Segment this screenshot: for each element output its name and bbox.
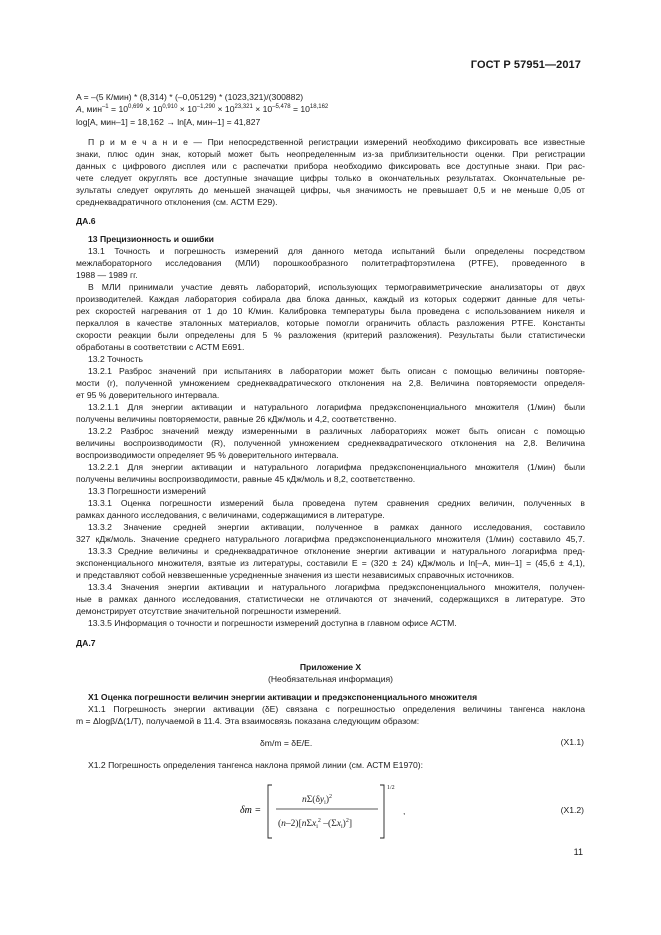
subsection-title: 13.2 Точность xyxy=(88,354,143,364)
paragraph-line: 13.3.4 Значения энергии активации и натурального логарифма предэкспоненциального множителя, получен- xyxy=(88,582,585,592)
paragraph-line: рамках данного исследования, с величинами, содержащимися в литературе. xyxy=(76,510,385,520)
paragraph-line: X1.2 Погрешность определения тангенса наклона прямой линии (см. АСТМ Е1970): xyxy=(88,760,424,770)
paragraph-line: 13.3.5 Информация о точности и погрешности измерений доступна в главном офисе АСТМ. xyxy=(88,618,457,628)
paragraph-line: 1988 — 1989 гг. xyxy=(76,270,138,280)
paragraph-line: межлабораторного исследования (МЛИ) порошкообразного политетрафторэтилена (PTFE), проведенного в xyxy=(76,258,585,268)
page-number: 11 xyxy=(573,847,583,857)
note-line: знаки, плюс один знак, который может быть неопределенным из-за приблизительности оценки. При регистрации xyxy=(76,149,585,159)
paragraph-line: X1.1 Погрешность энергии активации (δE) связана с погрешностью определения величины тангенса наклона xyxy=(88,704,585,714)
appendix-title: Приложение X xyxy=(299,662,362,672)
paragraph-line: перкаллоя в качестве эталонных материалов, которые помогли ограничить область разложения PTFE. Константы xyxy=(76,318,585,328)
formula-graphic xyxy=(240,780,400,840)
section-13-title: 13 Прецизионность и ошибки xyxy=(88,234,214,244)
note-line: данных с цифрового дисплея или с распечатки прибора необходимо фиксировать все доступные знаки. При рас- xyxy=(76,161,585,171)
paragraph-line: экспоненциального множителя, взятые из литературы, составили E = (320 ± 24) кДж/моль и ln[–A, мин–1] = (45,6 ± 4,1), xyxy=(76,558,585,568)
note-line: зультаты следует округлять до меньшей значащей цифры, чья значимость не превышает 0,5 и не меньше 0,05 от xyxy=(76,185,585,195)
paragraph-line: получены величины воспроизводимости, равные 45 кДж/моль и 8,2, соответственно. xyxy=(76,474,416,484)
paragraph-line: 13.2.2 Разброс значений между измеренными в различных лабораториях может быть описан с помощью xyxy=(88,426,585,436)
section-da6: ДА.6 xyxy=(76,216,96,226)
paragraph-line: величины воспроизводимости (R), полученной умножением среднеквадратического отклонения на 2,8. Величина xyxy=(76,438,585,448)
paragraph-line: мости (r), полученной умножением среднеквадратического отклонения на 2,8. Величина повторяемости определя- xyxy=(76,378,585,388)
section-da7: ДА.7 xyxy=(76,638,96,648)
paragraph-line: 13.3.1 Оценка погрешности измерений была проведена путем сравнения средних величин, полученных в xyxy=(88,498,585,508)
svg-text:(n–2)[nΣxi2 –(Σxi)2]: (n–2)[nΣx$_i^2$ $-(\Sigma x_i)^2$] xyxy=(278,818,352,830)
paragraph-line: воспроизводимости определяет 95 % доверительного интервала. xyxy=(76,450,339,460)
note-line: чете следует округлять все доступные значащие цифры только в окончательных результатах. Окончательные ре- xyxy=(76,173,585,183)
svg-text:1/2: 1/2 xyxy=(387,785,395,791)
paragraph-line: рех скоростей нагревания от 1 до 10 К/мин. Калибровка температуры была проведена с использованием никеля и xyxy=(76,306,585,316)
equation-x1-1: δm/m = δE/E. xyxy=(260,738,313,748)
formula-line-log: log[A, мин–1] = 18,162 → ln[A, мин–1] = 41,827 xyxy=(76,117,261,127)
note-line: П р и м е ч а н и е — При непосредственной регистрации измерений необходимо фиксировать все известные xyxy=(88,137,585,147)
appendix-subtitle: (Необязательная информация) xyxy=(267,674,394,684)
paragraph-line: получены величины повторяемости, равные 26 кДж/моль и 4,2, соответственно. xyxy=(76,414,397,424)
paragraph-line: ет 95 % доверительного интервала. xyxy=(76,390,220,400)
paragraph-line: производителей. Каждая лаборатория собирала два блока данных, каждый из которых содержит данные для четы- xyxy=(76,294,585,304)
paragraph-line: m = Δlogβ/Δ(1/T), получаемой в 11.4. Эта взаимосвязь показана следующим образом: xyxy=(76,716,420,726)
equation-x1-2 xyxy=(240,780,400,845)
paragraph-line: 13.2.1 Разброс значений при испытаниях в лаборатории может быть описан с помощью величины повторяе- xyxy=(88,366,585,376)
paragraph-line: 327 кДж/моль. Значение среднего натурального логарифма предэкспоненциального множителя (1/мин) составило 45,7. xyxy=(76,534,585,544)
paragraph-line: ные в рамках данного исследования, статистически не отличаются от значений, содержащихся в литературе. Это xyxy=(76,594,585,604)
equation-number: (X1.2) xyxy=(560,805,584,815)
equation-number: (X1.1) xyxy=(560,737,584,747)
paragraph-line: 13.1 Точность и погрешность измерений для данного метода испытаний были определены посредством xyxy=(88,246,585,256)
paragraph-line: скорости реакции были определены для 5 % разложения (критерий разложения). Результаты были статистически xyxy=(76,330,585,340)
formula-line-a: A = –(5 К/мин) * (8,314) * (–0,05129) * (1023,321)/(300882) xyxy=(76,92,304,102)
paragraph-line: 13.3.2 Значение средней энергии активации, полученное в рамках данного исследования, составило xyxy=(88,522,585,532)
svg-text:nΣ(δyi)2: $n\Sigma(\delta y_i)^2$ xyxy=(302,794,332,806)
paragraph-line: демонстрирует отсутствие значительной погрешности измерений. xyxy=(76,606,342,616)
paragraph-line: В МЛИ принимали участие девять лабораторий, использующих термогравиметрические анализаторы от двух xyxy=(88,282,585,292)
paragraph-line: 13.2.2.1 Для энергии активации и натурального логарифма предэкспоненциального множителя (1/мин) были xyxy=(88,462,585,472)
paragraph-line: 13.3.3 Средние величины и среднеквадратичное отклонение энергии активации и натурального логарифма пред- xyxy=(88,546,585,556)
subsection-title: 13.3 Погрешности измерений xyxy=(88,486,206,496)
paragraph-line: 13.2.1.1 Для энергии активации и натурального логарифма предэкспоненциального множителя (1/мин) были xyxy=(88,402,585,412)
formula-lhs: δm = xyxy=(240,805,262,816)
formula-comma: , xyxy=(403,806,406,816)
document-header: ГОСТ Р 57951—2017 xyxy=(470,59,581,71)
paragraph-line: обработаны в соответствии с АСТМ Е691. xyxy=(76,342,245,352)
formula-line-a-min: A, $мин^{-1} = 10^{0,699} \times 10^{0,910} \times 10^{-1,290} \times 10^{23,321} \times 10^{-5,478} = 10^{18,162}$ xyxy=(76,104,329,114)
note-line: среднеквадратичного отклонения (см. АСТМ Е29). xyxy=(76,197,278,207)
appendix-section-x1: X1 Оценка погрешности величин энергии активации и предэкспоненциального множителя xyxy=(88,692,478,702)
paragraph-line: и представляют собой невзвешенные усредненные значения из шести независимых справочных источников. xyxy=(76,570,515,580)
